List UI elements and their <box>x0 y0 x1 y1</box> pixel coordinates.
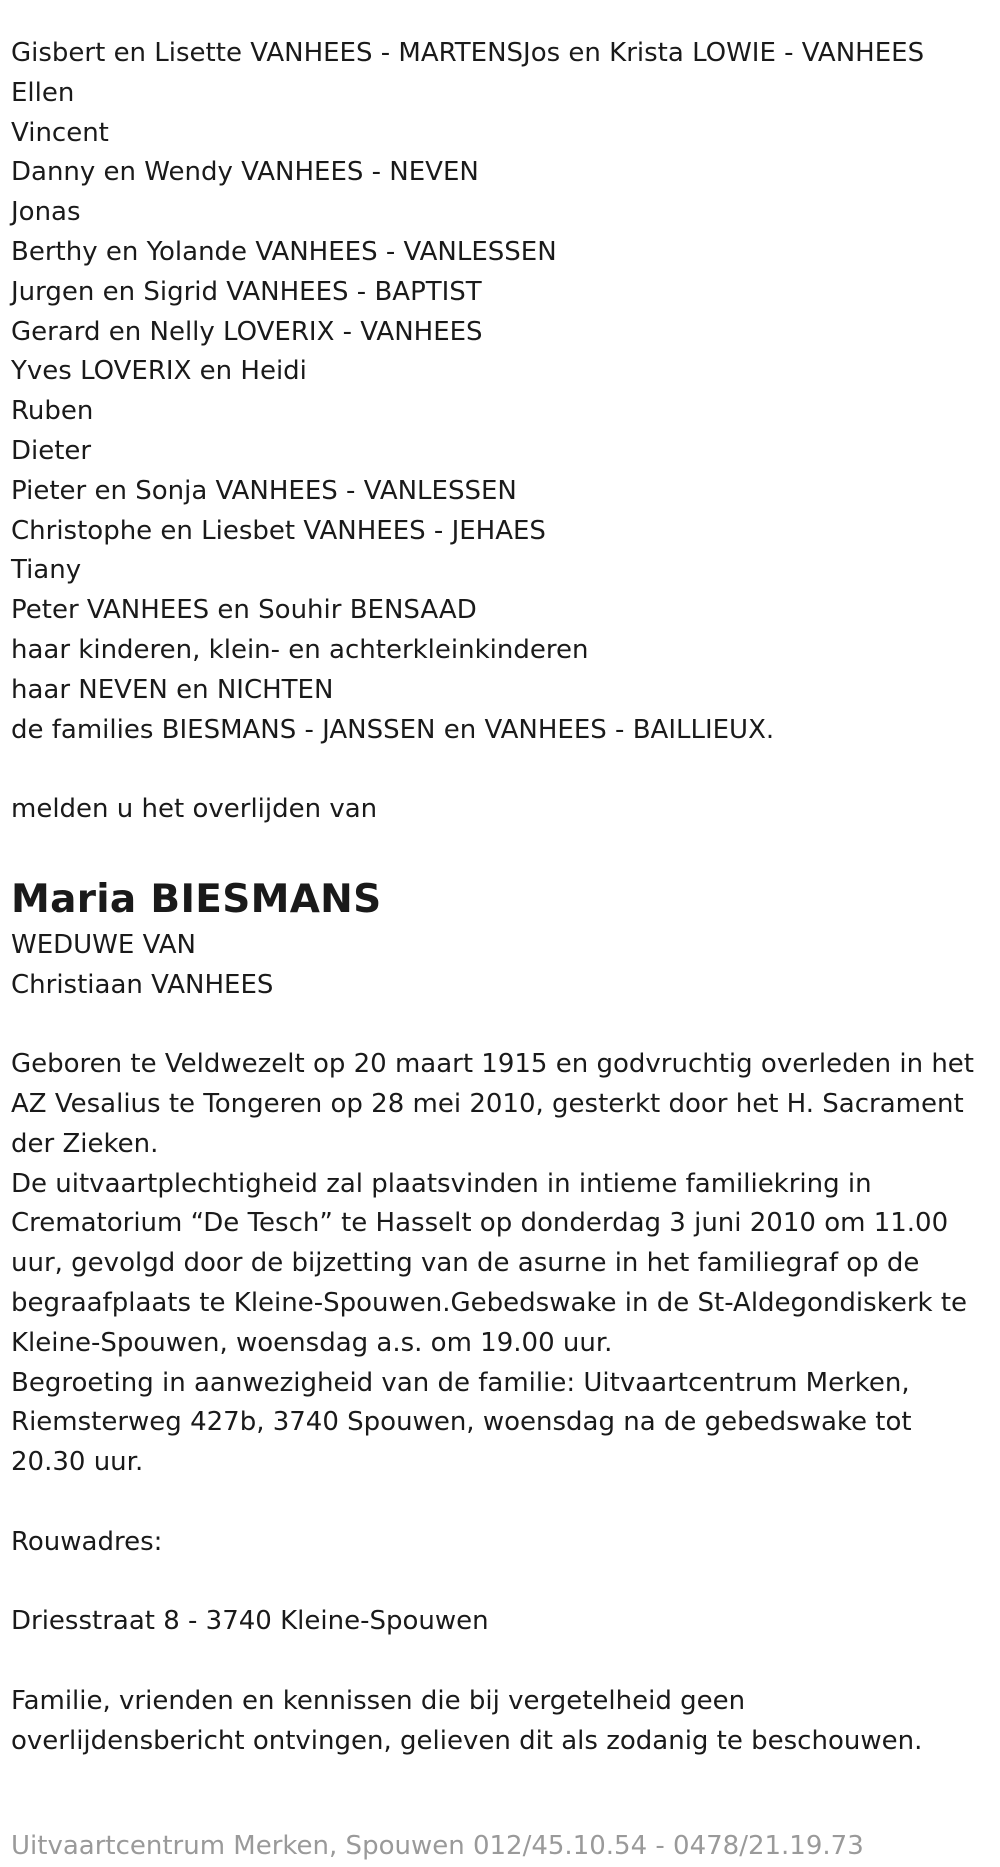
family-line: Danny en Wendy VANHEES - NEVEN <box>11 157 479 188</box>
details-line: begraafplaats te Kleine-Spouwen.Gebedswake in de St-Aldegondiskerk te <box>11 1287 968 1318</box>
address-label: Rouwadres: <box>11 1526 163 1557</box>
address: Driesstraat 8 - 3740 Kleine-Spouwen <box>11 1606 489 1637</box>
spacer <box>11 1562 1000 1602</box>
announcement: melden u het overlijden van <box>11 794 378 825</box>
family-line: Gisbert en Lisette VANHEES - MARTENSJos en Krista LOWIE - VANHEES <box>11 38 925 68</box>
family-line: Christophe en Liesbet VANHEES - JEHAES <box>11 515 546 546</box>
details-line: Kleine-Spouwen, woensdag a.s. om 19.00 uur. <box>11 1327 613 1358</box>
family-line: Tiany <box>11 555 82 586</box>
family-line: haar NEVEN en NICHTEN <box>11 674 334 705</box>
spacer <box>11 830 1000 870</box>
details-line: De uitvaartplechtigheid zal plaatsvinden in intieme familiekring in <box>11 1168 872 1199</box>
spacer <box>11 1483 1000 1523</box>
spacer <box>11 1642 1000 1682</box>
family-line: Ellen <box>11 77 75 108</box>
funeral-home-footer: Uitvaartcentrum Merken, Spouwen 012/45.10.54 - 0478/21.19.73 <box>11 1831 864 1862</box>
spacer <box>11 1005 1000 1045</box>
notice-line: Familie, vrienden en kennissen die bij vergetelheid geen <box>11 1685 746 1716</box>
notice-paragraph <box>11 1682 1000 1762</box>
details-line: Begroeting in aanwezigheid van de familie: Uitvaartcentrum Merken, <box>11 1367 910 1398</box>
family-line: Jurgen en Sigrid VANHEES - BAPTIST <box>11 276 482 307</box>
details-line: uur, gevolgd door de bijzetting van de asurne in het familiegraf op de <box>11 1248 920 1279</box>
details-line: Riemsterweg 427b, 3740 Spouwen, woensdag na de gebedswake tot <box>11 1407 912 1438</box>
family-line: Yves LOVERIX en Heidi <box>11 356 307 387</box>
family-line: Jonas <box>11 197 81 228</box>
family-line: Gerard en Nelly LOVERIX - VANHEES <box>11 316 483 347</box>
spacer <box>11 1761 1000 1801</box>
notice-line: overlijdensbericht ontvingen, gelieven dit als zodanig te beschouwen. <box>11 1725 923 1756</box>
family-line: Dieter <box>11 435 92 466</box>
family-line: Pieter en Sonja VANHEES - VANLESSEN <box>11 475 517 506</box>
family-line: Ruben <box>11 396 94 427</box>
details-line: Geboren te Veldwezelt op 20 maart 1915 en godvruchtig overleden in het <box>11 1049 974 1080</box>
details-paragraph <box>11 1045 1000 1483</box>
details-line: der Zieken. <box>11 1128 159 1159</box>
family-list <box>11 34 1000 750</box>
family-line: de families BIESMANS - JANSSEN en VANHEES - BAILLIEUX. <box>11 714 775 745</box>
deceased-spouse: Christiaan VANHEES <box>11 969 274 1000</box>
details-line: AZ Vesalius te Tongeren op 28 mei 2010, gesterkt door het H. Sacrament <box>11 1088 964 1119</box>
family-line: haar kinderen, klein- en achterkleinkinderen <box>11 634 589 665</box>
family-line: Vincent <box>11 117 109 148</box>
spacer <box>11 750 1000 790</box>
details-line: 20.30 uur. <box>11 1447 144 1478</box>
family-line: Berthy en Yolande VANHEES - VANLESSEN <box>11 236 557 267</box>
deceased-relation: WEDUWE VAN <box>11 929 196 960</box>
family-line: Peter VANHEES en Souhir BENSAAD <box>11 595 477 626</box>
deceased-name: Maria BIESMANS <box>11 876 382 922</box>
details-line: Crematorium “De Tesch” te Hasselt op donderdag 3 juni 2010 om 11.00 <box>11 1208 949 1239</box>
